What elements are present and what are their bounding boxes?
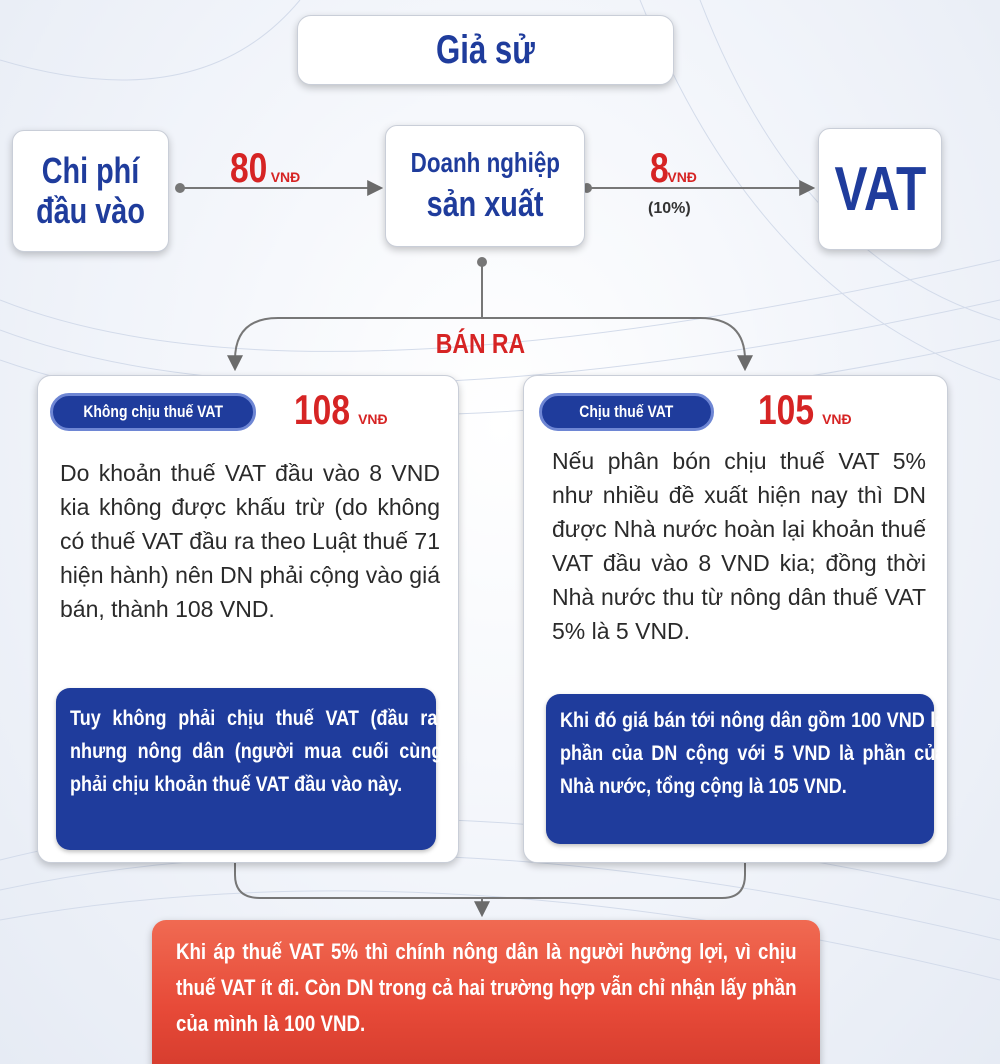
input-cost-label: Chi phí đầu vào [36,149,145,231]
left-case-badge-text: Không chịu thuế VAT [83,402,223,421]
right-case-price [758,386,852,434]
vat-amount-unit: VNĐ [667,169,697,185]
right-case-note-text: Khi đó giá bán tới nông dân gồm 100 VND là phần của DN cộng với 5 VND là phần của Nhà nước, tổng cộng là 105 VND. [560,709,946,798]
right-case-card [523,375,948,863]
right-case-price-value: 105 [758,386,815,433]
input-arrow-dot [176,184,184,192]
company-label-line1: Doanh nghiệp [410,147,560,178]
input-amount [230,144,300,192]
sell-dot [478,258,486,266]
right-case-note [546,694,946,844]
left-case-description: Do khoản thuế VAT đầu vào 8 VND kia không được khấu trừ (do không có thuế VAT đầu ra theo Luật thuế 71 hiện hành) nên DN phải cộng vào giá bán, thành 108 VND. [60,460,440,622]
input-amount-value: 80 [230,144,268,191]
left-case-price [294,386,388,434]
right-case-price-unit: VNĐ [822,411,852,427]
vat-amount-value: 8 [650,144,669,191]
title-box [297,15,674,85]
left-case-price-unit: VNĐ [358,411,388,427]
vat-box [818,128,942,250]
left-case-badge [50,393,256,431]
sell-label-text: BÁN RA [435,328,525,359]
sell-label [420,328,540,360]
right-case-badge-text: Chịu thuế VAT [579,402,674,421]
input-cost-box [12,130,169,252]
input-amount-unit: VNĐ [270,169,301,185]
left-case-note-text: Tuy không phải chịu thuế VAT (đầu ra), nhưng nông dân (người mua cuối cùng) phải chịu khoản thuế VAT đầu vào này. [70,707,449,796]
company-box [385,125,585,247]
left-case-price-value: 108 [294,386,351,433]
conclusion-text: Khi áp thuế VAT 5% thì chính nông dân là người hưởng lợi, vì chịu thuế VAT ít đi. Còn DN trong cả hai trường hợp vẫn chỉ nhận lấy phần của mình là 100 VND. [176,939,797,1036]
left-case-card [37,375,459,863]
right-case-badge [539,393,714,431]
right-case-description: Nếu phân bón chịu thuế VAT 5% như nhiều đề xuất hiện nay thì DN được Nhà nước hoàn lại khoản thuế VAT đầu vào 8 VND kia; đồng thời Nhà nước thu từ nông dân thuế VAT 5% là 5 VND. [552,448,926,644]
conclusion-box [152,920,820,1064]
merge-bracket [235,863,745,898]
vat-amount [650,144,697,192]
company-label-line2: sản xuất [426,183,544,224]
title: Giả sử [436,27,535,72]
left-case-note [56,688,449,850]
vat-rate: (10%) [648,200,691,217]
vat-label: VAT [834,154,926,224]
